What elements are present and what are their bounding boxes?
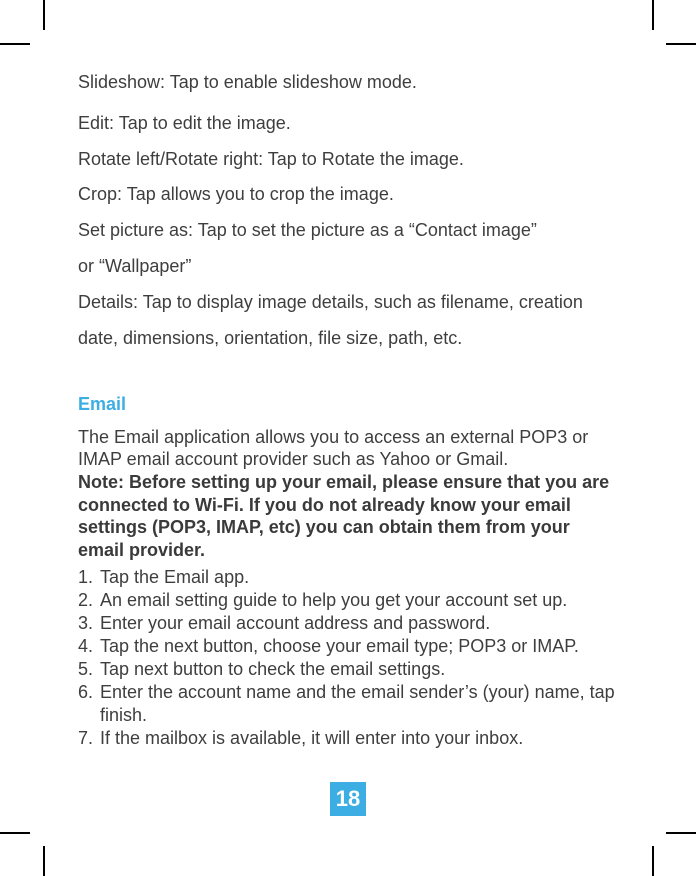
step-text: Enter your email account address and password. xyxy=(100,613,491,633)
step-item xyxy=(78,635,638,658)
step-number: 4. xyxy=(78,636,94,656)
crop-mark-top-left-vertical xyxy=(43,0,45,30)
crop-mark-top-right-vertical xyxy=(652,0,654,30)
crop-mark-top-right-horizontal xyxy=(666,43,696,45)
step-number: 1. xyxy=(78,567,94,587)
step-text: Tap the Email app. xyxy=(100,567,250,587)
step-number: 7. xyxy=(78,728,94,748)
step-item xyxy=(78,658,638,681)
step-number: 5. xyxy=(78,659,94,679)
menu-option-slideshow: Slideshow: Tap to enable slideshow mode. xyxy=(78,72,417,92)
email-setup-steps xyxy=(78,566,638,750)
page-number-badge: 18 xyxy=(330,782,366,816)
step-text: Tap the next button, choose your email type; POP3 or IMAP. xyxy=(100,636,579,656)
step-item xyxy=(78,589,638,612)
step-number: 2. xyxy=(78,590,94,610)
step-item xyxy=(78,681,638,727)
crop-mark-top-left-horizontal xyxy=(0,43,30,45)
step-text: Enter the account name and the email sender’s (your) name, tap finish. xyxy=(100,682,615,725)
step-item xyxy=(78,566,638,589)
menu-option-set-picture: Set picture as: Tap to set the picture as a “Contact image” xyxy=(78,220,537,240)
email-note: Note: Before setting up your email, please ensure that you are connected to Wi-Fi. If you do not already know your email settings (POP3, IMAP, etc) you can obtain them from your email provider. xyxy=(78,472,610,560)
menu-option-edit: Edit: Tap to edit the image. xyxy=(78,113,291,133)
menu-option-set-picture-cont: or “Wallpaper” xyxy=(78,256,192,276)
menu-option-details-cont: date, dimensions, orientation, file size, path, etc. xyxy=(78,328,463,348)
step-number: 6. xyxy=(78,682,94,702)
menu-option-crop: Crop: Tap allows you to crop the image. xyxy=(78,184,394,204)
crop-mark-bottom-left-vertical xyxy=(43,846,45,876)
step-item xyxy=(78,612,638,635)
step-text: Tap next button to check the email settings. xyxy=(100,659,446,679)
step-text: An email setting guide to help you get your account set up. xyxy=(100,590,568,610)
step-number: 3. xyxy=(78,613,94,633)
menu-option-details: Details: Tap to display image details, such as filename, creation xyxy=(78,292,583,312)
crop-mark-bottom-right-horizontal xyxy=(666,832,696,834)
crop-mark-bottom-right-vertical xyxy=(652,846,654,876)
email-intro: The Email application allows you to access an external POP3 or IMAP email account provider such as Yahoo or Gmail. xyxy=(78,427,589,469)
crop-mark-bottom-left-horizontal xyxy=(0,832,30,834)
step-text: If the mailbox is available, it will enter into your inbox. xyxy=(100,728,524,748)
menu-option-rotate: Rotate left/Rotate right: Tap to Rotate the image. xyxy=(78,149,464,169)
step-item xyxy=(78,727,638,750)
email-heading: Email xyxy=(78,394,127,414)
